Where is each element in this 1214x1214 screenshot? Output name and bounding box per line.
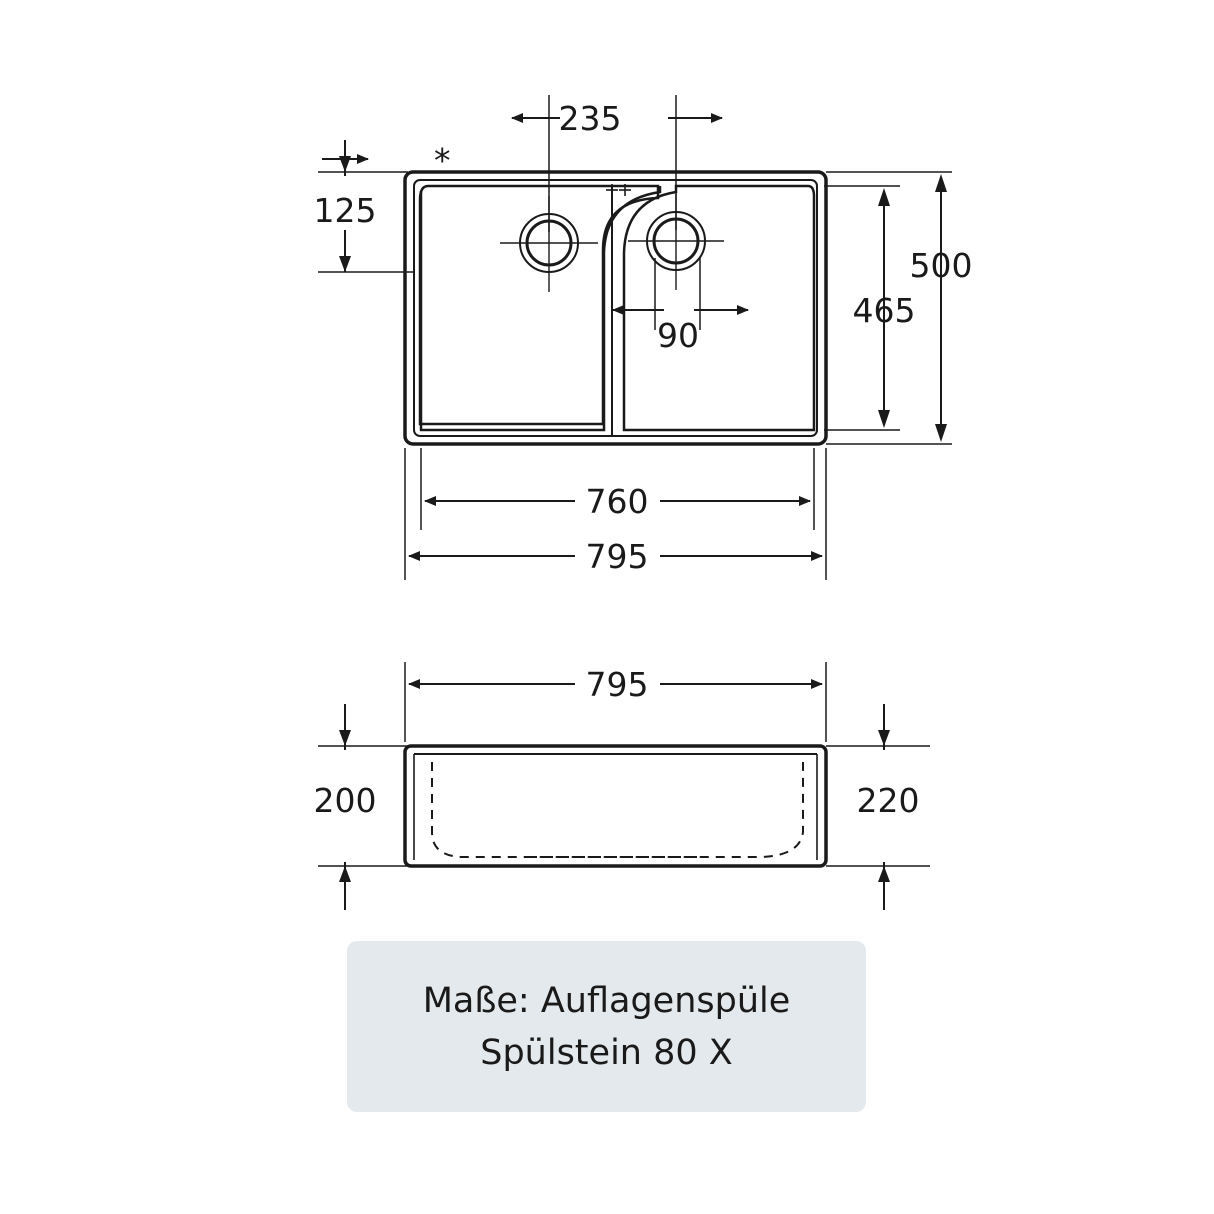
caption-line-2: Spülstein 80 X [480, 1032, 733, 1073]
dimension-795-front-view [405, 662, 826, 742]
asterisk-mark: * [434, 141, 451, 180]
arrowhead-220-bottom [878, 866, 890, 882]
arrowhead-500-top [935, 174, 947, 192]
top-view-group [314, 95, 973, 580]
dimension-90 [613, 258, 748, 355]
dimension-465 [824, 186, 916, 430]
dimension-label-235: 235 [558, 99, 622, 138]
dimension-label-500: 500 [909, 246, 973, 285]
dimension-220 [826, 704, 930, 910]
arrowhead-465-bottom [878, 410, 890, 428]
arrowhead-500-bottom [935, 424, 947, 442]
sink-rim-line [414, 180, 817, 436]
caption-panel [347, 941, 866, 1112]
dimension-label-795-front: 795 [585, 665, 649, 704]
arrowhead-125-bottom [339, 256, 351, 272]
front-hidden-basin-contour [432, 762, 803, 857]
dimension-label-760: 760 [585, 482, 649, 521]
left-basin-outline [420, 186, 658, 424]
dimension-label-125: 125 [313, 191, 377, 230]
dimension-760 [421, 448, 814, 530]
dimension-label-795-top: 795 [585, 537, 649, 576]
front-outer-outline [405, 746, 826, 866]
dimension-label-200: 200 [313, 781, 377, 820]
dimension-125 [314, 140, 415, 272]
arrowhead-125-top [339, 156, 351, 172]
caption-line-1: Maße: Auflagenspüle [422, 980, 791, 1021]
arrowhead-200-top [339, 730, 351, 746]
arrowhead-465-top [878, 188, 890, 206]
dimension-label-90: 90 [657, 316, 699, 355]
arrowhead-220-top [878, 730, 890, 746]
dimension-200 [314, 704, 409, 910]
arrowhead-200-bottom [339, 866, 351, 882]
dimension-label-465: 465 [852, 291, 916, 330]
dimension-label-220: 220 [856, 781, 920, 820]
front-view-group [314, 662, 931, 910]
